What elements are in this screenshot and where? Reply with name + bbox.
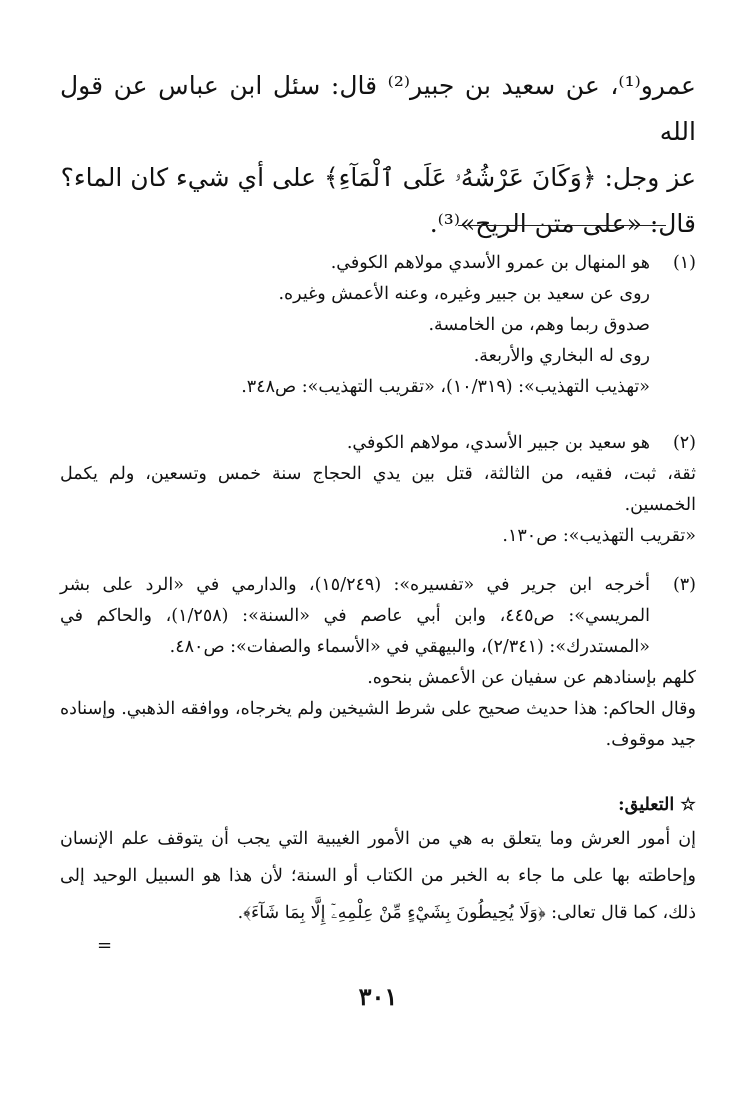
- footnote-1-line: «تهذيب التهذيب»: (١٠/٣١٩)، «تقريب التهذيب»: ص٣٤٨.: [241, 377, 650, 397]
- footnote-3: [60, 570, 696, 756]
- footnote-1-number: (١): [672, 253, 696, 273]
- footnote-1: [60, 248, 696, 403]
- commentary-heading: ☆ التعليق:: [618, 795, 696, 815]
- footnote-1-line: روى له البخاري والأربعة.: [473, 346, 650, 366]
- footnote-2-line: هو سعيد بن جبير الأسدي، مولاهم الكوفي.: [346, 433, 650, 453]
- page-number: ٣٠١: [358, 982, 398, 1011]
- main-line-2: عز وجل: ﴿وَكَانَ عَرْشُهُۥ عَلَى ٱلْمَآءِ﴾ على أي شيء كان الماء؟: [60, 163, 696, 192]
- footnote-separator: [458, 225, 666, 226]
- main-line-1: عمرو⁽¹⁾، عن سعيد بن جبير⁽²⁾ قال: سئل ابن عباس عن قول الله: [60, 71, 696, 146]
- commentary-section: [60, 790, 696, 932]
- footnote-2-number: (٢): [672, 433, 696, 453]
- continuation-mark: =: [97, 935, 113, 956]
- footnote-1-line: هو المنهال بن عمرو الأسدي مولاهم الكوفي.: [330, 253, 650, 273]
- footnote-3-line: كلهم بإسنادهم عن سفيان عن الأعمش بنحوه.: [367, 668, 696, 688]
- footnote-1-line: روى عن سعيد بن جبير وغيره، وعنه الأعمش وغيره.: [278, 284, 650, 304]
- footnote-2-line: ثقة، ثبت، فقيه، من الثالثة، قتل بين يدي الحجاج سنة خمس وتسعين، ولم يكمل الخمسين.: [60, 464, 696, 515]
- footnote-1-line: صدوق ربما وهم، من الخامسة.: [428, 315, 650, 335]
- main-text: [60, 63, 696, 247]
- footnote-2: [60, 428, 696, 552]
- commentary-text: إن أمور العرش وما يتعلق به هي من الأمور الغيبية التي يجب أن يتوقف علم الإنسان وإحاطته بها على ما جاء به الخبر من الكتاب أو السنة؛ لأن هذا هو السبيل الوحيد إلى ذلك، كما قال تعالى: ﴿وَلَا يُحِيطُونَ بِشَيْءٍ مِّنْ عِلْمِهِۦٓ إِلَّا بِمَا شَآءَ﴾.: [60, 829, 696, 923]
- footnote-3-line: وقال الحاكم: هذا حديث صحيح على شرط الشيخين ولم يخرجاه، ووافقه الذهبي. وإسناده جيد موقوف.: [60, 699, 696, 750]
- footnote-3-line: أخرجه ابن جرير في «تفسيره»: (١٥/٢٤٩)، والدارمي في «الرد على بشر المريسي»: ص٤٤٥، وابن أبي عاصم في «السنة»: (١/٢٥٨)، والحاكم في «المستدرك»: (٢/٣٤١)، والبيهقي في «الأسماء والصفات»: ص٤٨٠.: [60, 575, 651, 657]
- footnote-2-line: «تقريب التهذيب»: ص١٣٠.: [502, 526, 696, 546]
- footnote-3-number: (٣): [672, 575, 696, 595]
- main-line-3: قال: «على متن الريح»⁽³⁾.: [429, 209, 696, 238]
